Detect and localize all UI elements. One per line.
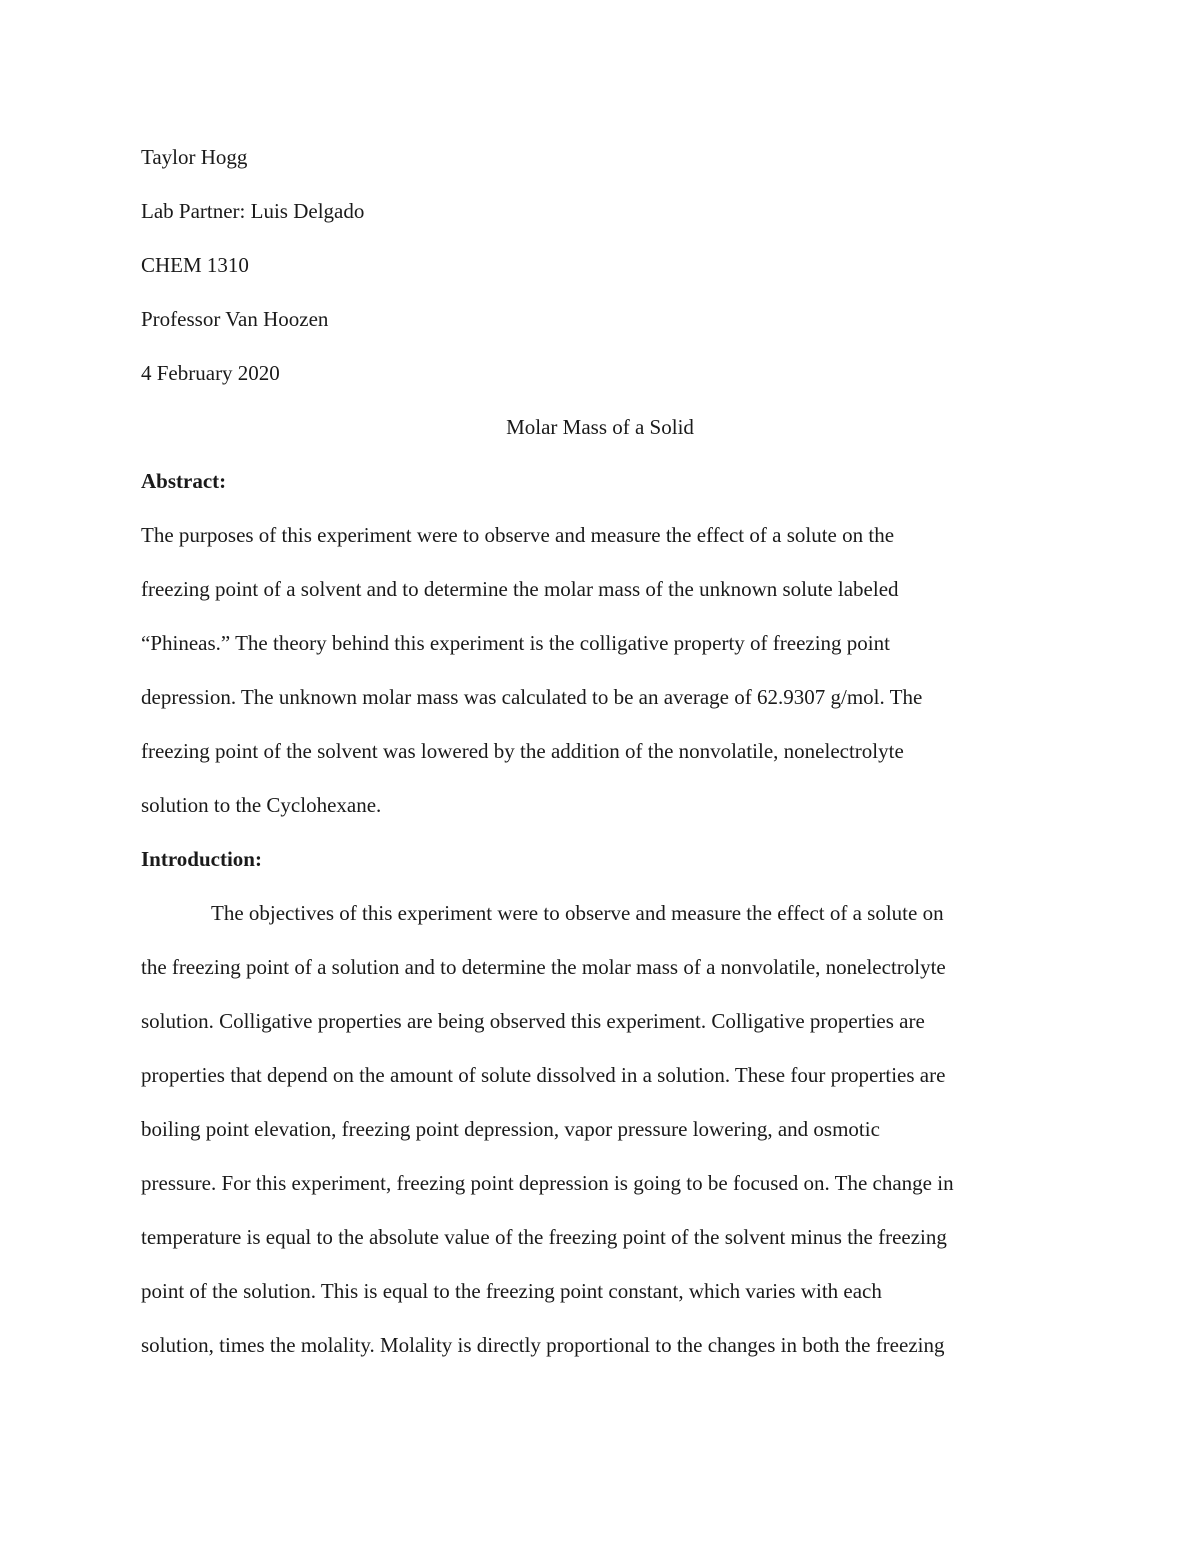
- introduction-line: The objectives of this experiment were to observe and measure the effect of a solute on: [211, 901, 944, 925]
- abstract-line: freezing point of a solvent and to determine the molar mass of the unknown solute labeled: [141, 577, 899, 601]
- abstract-heading: Abstract:: [141, 469, 227, 493]
- report-date: 4 February 2020: [141, 361, 280, 385]
- abstract-line: depression. The unknown molar mass was calculated to be an average of 62.9307 g/mol. The: [141, 685, 923, 709]
- abstract-line: solution to the Cyclohexane.: [141, 793, 382, 817]
- abstract-line: freezing point of the solvent was lowered by the addition of the nonvolatile, nonelectrolyte: [141, 739, 904, 763]
- document-title: Molar Mass of a Solid: [506, 415, 694, 439]
- introduction-line: point of the solution. This is equal to the freezing point constant, which varies with each: [141, 1279, 882, 1303]
- introduction-heading: Introduction:: [141, 847, 262, 871]
- professor-name: Professor Van Hoozen: [141, 307, 329, 331]
- author-name: Taylor Hogg: [141, 145, 248, 169]
- introduction-line: boiling point elevation, freezing point depression, vapor pressure lowering, and osmotic: [141, 1117, 880, 1141]
- introduction-line: solution. Colligative properties are being observed this experiment. Colligative properties are: [141, 1009, 925, 1033]
- introduction-line: the freezing point of a solution and to determine the molar mass of a nonvolatile, nonelectrolyte: [141, 955, 946, 979]
- introduction-line: solution, times the molality. Molality is directly proportional to the changes in both the freezing: [141, 1333, 945, 1357]
- abstract-line: The purposes of this experiment were to observe and measure the effect of a solute on the: [141, 523, 895, 547]
- course-code: CHEM 1310: [141, 253, 249, 277]
- abstract-line: “Phineas.” The theory behind this experiment is the colligative property of freezing point: [141, 631, 890, 655]
- introduction-line: properties that depend on the amount of solute dissolved in a solution. These four properties are: [141, 1063, 946, 1087]
- introduction-line: pressure. For this experiment, freezing point depression is going to be focused on. The change in: [141, 1171, 954, 1195]
- introduction-line: temperature is equal to the absolute value of the freezing point of the solvent minus the freezing: [141, 1225, 947, 1249]
- lab-partner: Lab Partner: Luis Delgado: [141, 199, 365, 223]
